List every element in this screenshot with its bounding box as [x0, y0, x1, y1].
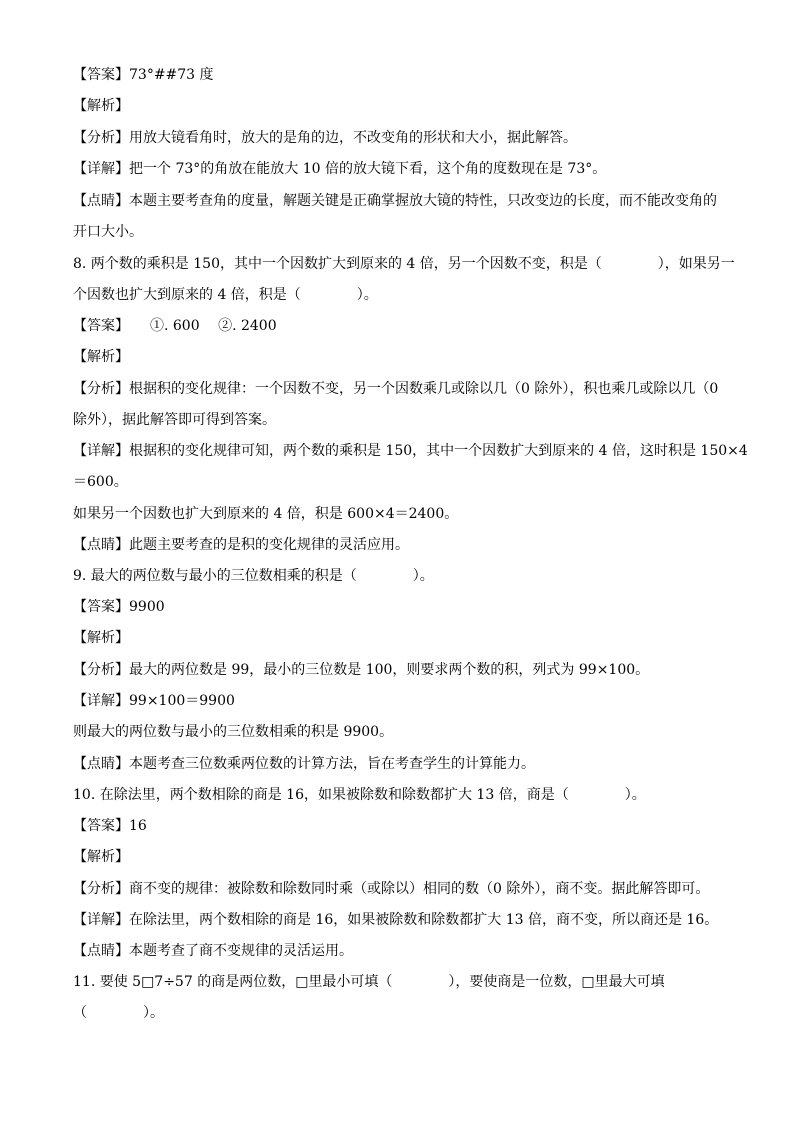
question-8: 8. 两个数的乘积是 150，其中一个因数扩大到原来的 4 倍，另一个因数不变，积是（ ），如果另一	[73, 256, 735, 272]
remark-line-q7: 【点睛】本题主要考查角的度量，解题关键是正确掌握放大镜的特性，只改变边的长度，而不能改变角的	[73, 193, 717, 209]
question-8-cont: 个因数也扩大到原来的 4 倍，积是（ ）。	[73, 287, 378, 303]
detail-line-q9: 【详解】99×100＝9900	[73, 693, 235, 709]
detail-line-q7: 【详解】把一个 73°的角放在能放大 10 倍的放大镜下看，这个角的度数现在是 73°。	[73, 161, 607, 177]
remark-line-q8: 【点睛】此题主要考查的是积的变化规律的灵活应用。	[73, 537, 409, 553]
remark-line-q7-cont: 开口大小。	[73, 224, 143, 240]
analysis-line-q10: 【分析】商不变的规律：被除数和除数同时乘（或除以）相同的数（0 除外），商不变。据此解答即可。	[73, 881, 710, 897]
analysis-heading-q10: 【解析】	[73, 849, 129, 865]
answer-line-q9: 【答案】9900	[73, 599, 165, 615]
remark-line-q9: 【点睛】本题考查三位数乘两位数的计算方法，旨在考查学生的计算能力。	[73, 756, 535, 772]
analysis-line-q8-cont: 除外），据此解答即可得到答案。	[73, 412, 276, 428]
question-11-cont: （ ）。	[73, 1005, 164, 1021]
analysis-heading-q7: 【解析】	[73, 98, 129, 114]
answer-line-q10: 【答案】16	[73, 818, 147, 834]
question-9: 9. 最大的两位数与最小的三位数相乘的积是（ ）。	[73, 568, 434, 584]
remark-line-q10: 【点睛】本题考查了商不变规律的灵活运用。	[73, 943, 353, 959]
detail-line-q8-cont: ＝600。	[73, 474, 128, 490]
analysis-line-q9: 【分析】最大的两位数是 99，最小的三位数是 100，则要求两个数的积，列式为 99×100。	[73, 662, 650, 678]
analysis-heading-q8: 【解析】	[73, 349, 129, 365]
analysis-line-q7: 【分析】用放大镜看角时，放大的是角的边，不改变角的形状和大小，据此解答。	[73, 130, 577, 146]
question-10: 10. 在除法里，两个数相除的商是 16，如果被除数和除数都扩大 13 倍，商是（ ）。	[73, 787, 646, 803]
detail-line-q8-extra: 如果另一个因数也扩大到原来的 4 倍，积是 600×4＝2400。	[73, 506, 459, 522]
detail-line-q8: 【详解】根据积的变化规律可知，两个数的乘积是 150，其中一个因数扩大到原来的 4 倍，这时积是 150×4	[73, 443, 748, 459]
question-11: 11. 要使 5□7÷57 的商是两位数，□里最小可填（ ），要使商是一位数，□里最大可填	[73, 974, 665, 990]
detail-line-q10: 【详解】在除法里，两个数相除的商是 16，如果被除数和除数都扩大 13 倍，商不变，所以商还是 16。	[73, 912, 719, 928]
analysis-line-q8: 【分析】根据积的变化规律：一个因数不变，另一个因数乘几或除以几（0 除外），积也乘几或除以几（0	[73, 381, 719, 397]
answer-line-q8: 【答案】 ①. 600 ②. 2400	[73, 318, 277, 334]
detail-line-q9-extra: 则最大的两位数与最小的三位数相乘的积是 9900。	[73, 724, 394, 740]
answer-line-q7: 【答案】73°##73 度	[73, 67, 214, 83]
analysis-heading-q9: 【解析】	[73, 630, 129, 646]
